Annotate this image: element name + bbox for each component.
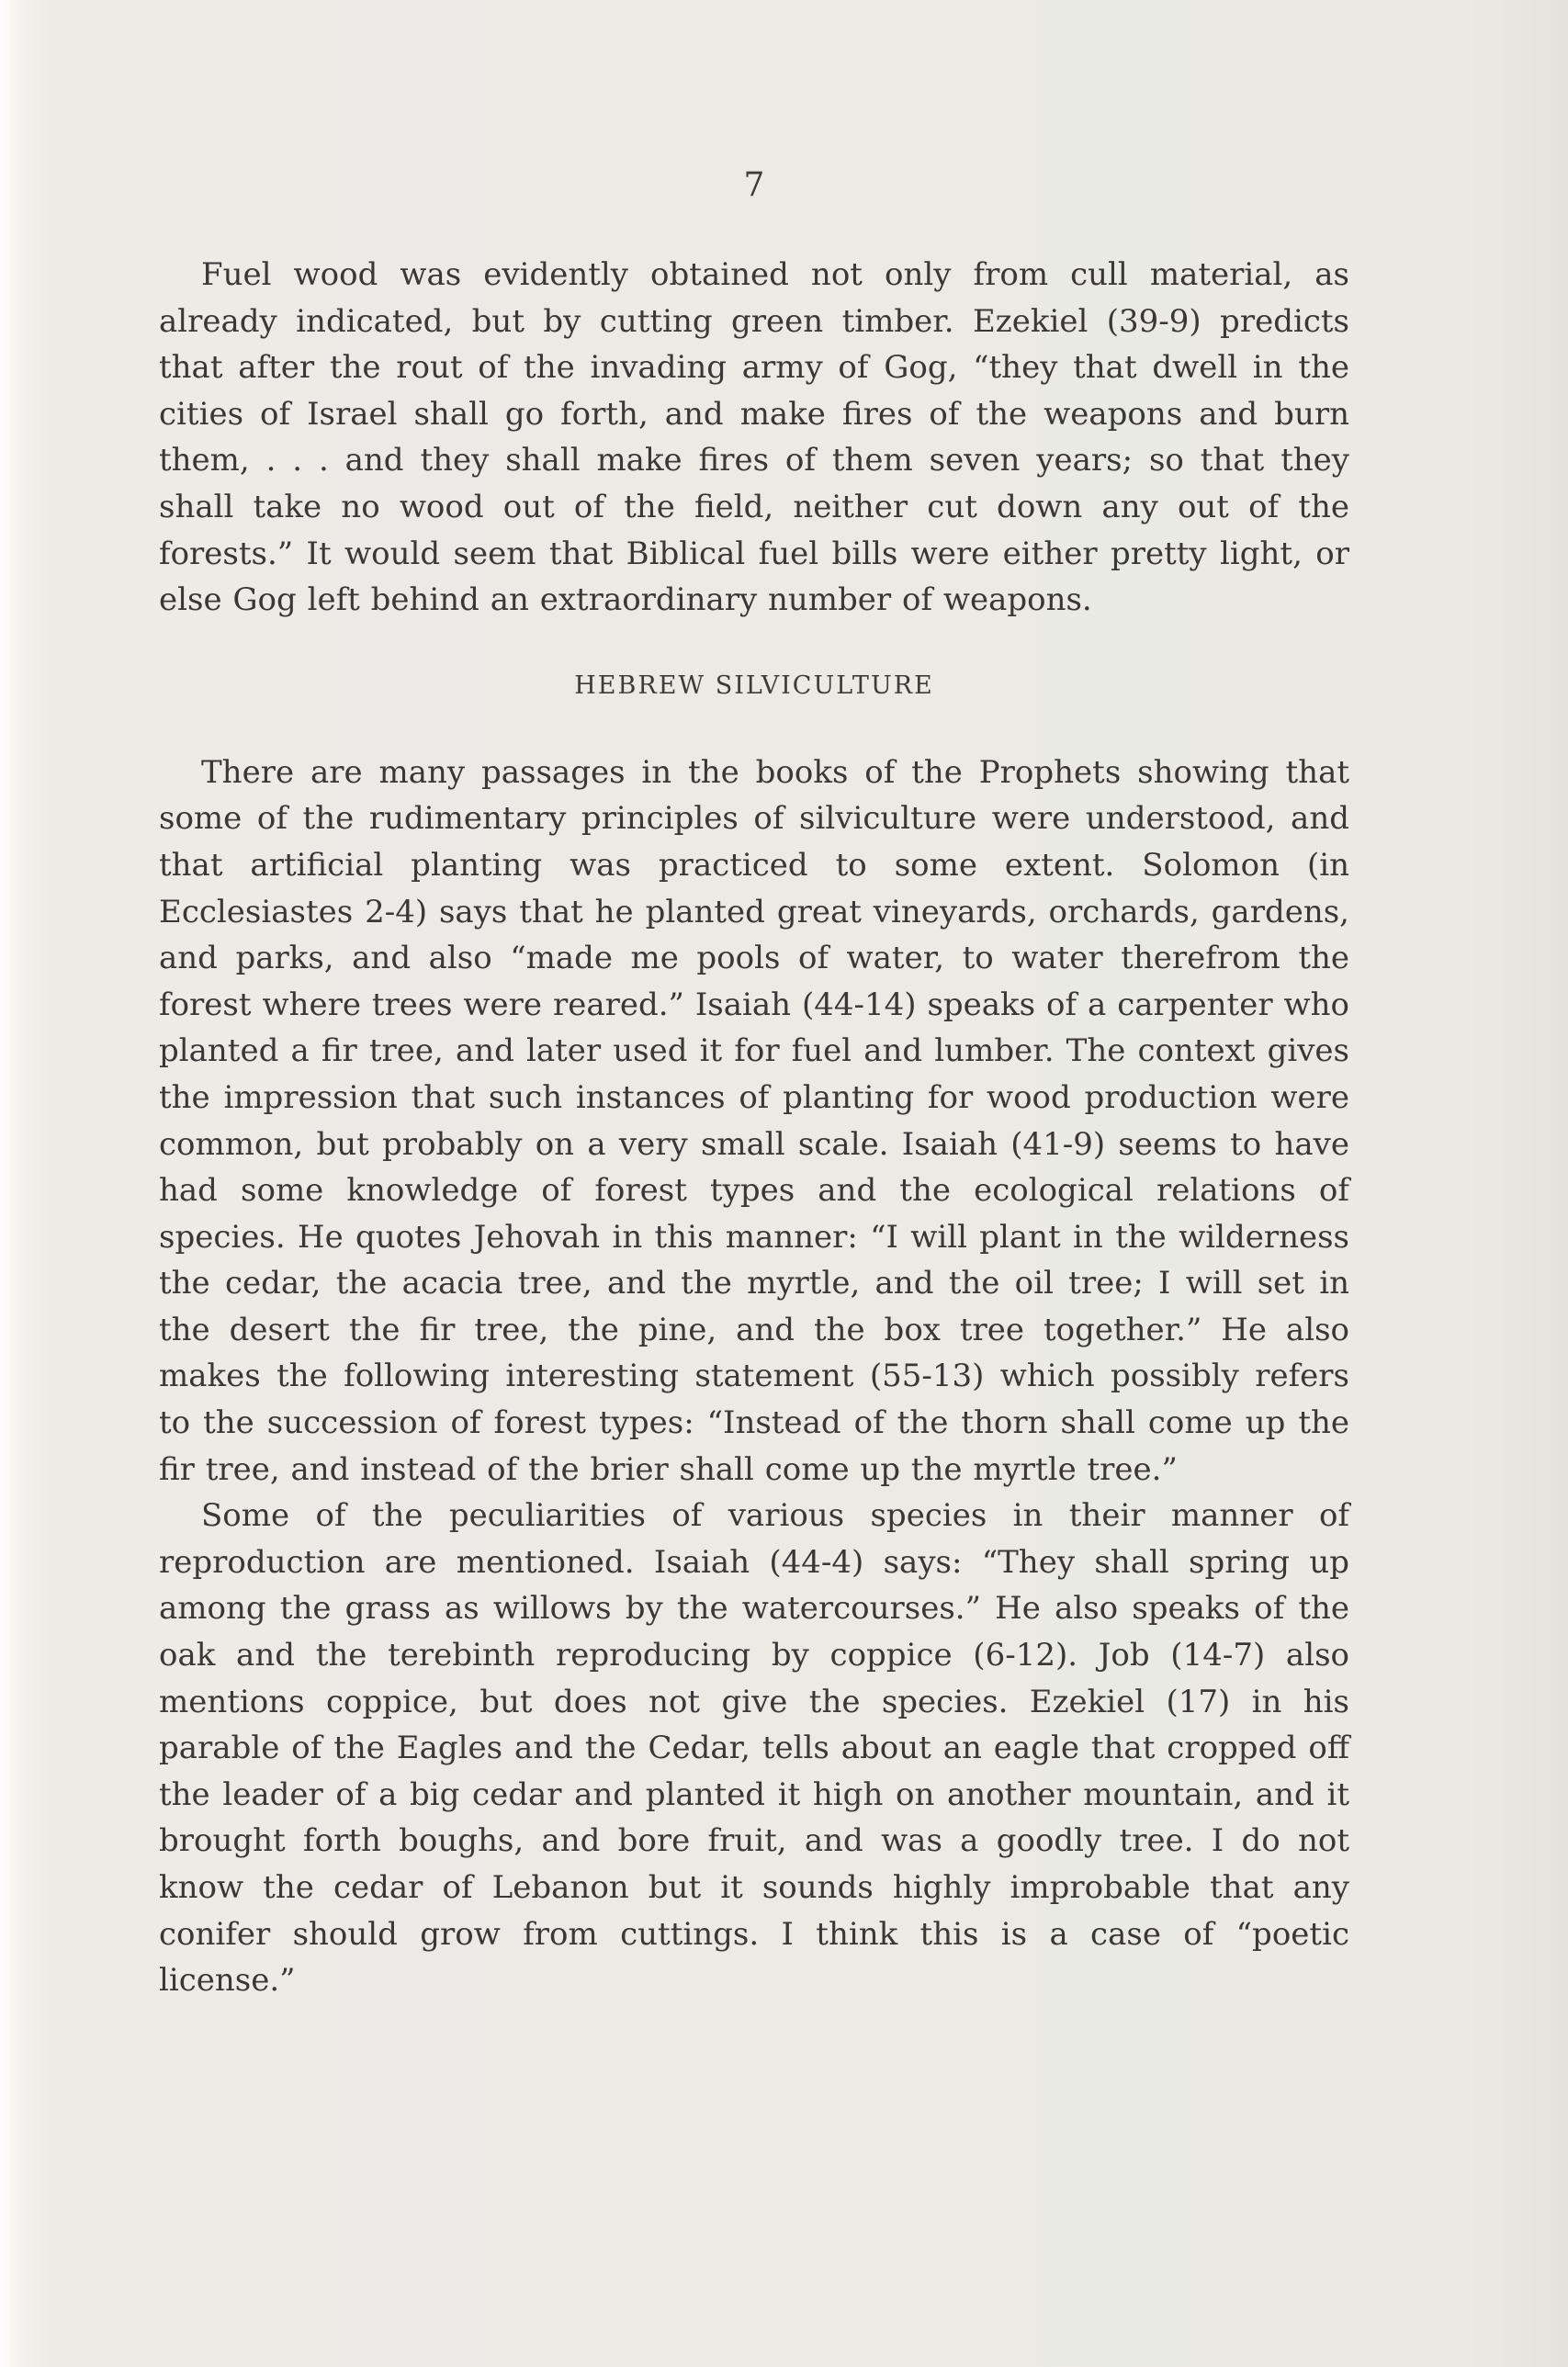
paragraph-silviculture: There are many passages in the books of the Prophets showing that some of the rudimentary principles of silviculture were understood, and that artificial planting was practiced to some extent. Solomon (in Ecclesiastes 2-4) says that he planted great vineyards, orchards, gardens, and parks, and also “made me pools of water, to water therefrom the forest where trees were reared.” Isaiah (44-14) speaks of a carpenter who planted a fir tree, and later used it for fuel and lumber. The context gives the impression that such instances of planting for wood production were common, but probably on a very small scale. Isaiah (41-9) seems to have had some knowledge of forest types and the ecological relations of species. He quotes Jehovah in this manner: “I will plant in the wilderness the cedar, the acacia tree, and the myrtle, and the oil tree; I will set in the desert the fir tree, the pine, and the box tree together.” He also makes the following interesting statement (55-13) which possibly refers to the succession of forest types: “Instead of the thorn shall come up the fir tree, and instead of the brier shall come up the myrtle tree.” (159, 753, 1349, 1488)
paragraph-reproduction: Some of the peculiarities of various species in their manner of reproduction are mentioned. Isaiah (44-4) says: “They shall spring up among the grass as willows by the watercourses.” He also speaks of the oak and the terebinth reproducing by coppice (6-12). Job (14-7) also mentions coppice, but does not give the species. Ezekiel (17) in his parable of the Eagles and the Cedar, tells about an eagle that cropped off the leader of a big cedar and planted it high on another mountain, and it brought forth boughs, and bore fruit, and was a goodly tree. I do not know the cedar of Lebanon but it sounds highly improbable that any conifer should grow from cuttings. I think this is a case of “poetic license.” (159, 1497, 1349, 2000)
paragraph-fuel-wood: Fuel wood was evidently obtained not only from cull material, as already indicated, but by cutting green timber. Ezekiel (39-9) predicts that after the rout of the invading army of Gog, “they that dwell in the cities of Israel shall go forth, and make fires of the weapons and burn them, . . . and they shall make fires of them seven years; so that they shall take no wood out of the field, neither cut down any out of the forests.” It would seem that Biblical fuel bills were either pretty light, or else Gog left behind an extraordinary number of weapons. (159, 256, 1349, 619)
page-edge (0, 0, 20, 2367)
page-number: 7 (743, 166, 765, 204)
section-heading: HEBREW SILVICULTURE (574, 671, 934, 700)
text-block (159, 165, 1349, 2004)
